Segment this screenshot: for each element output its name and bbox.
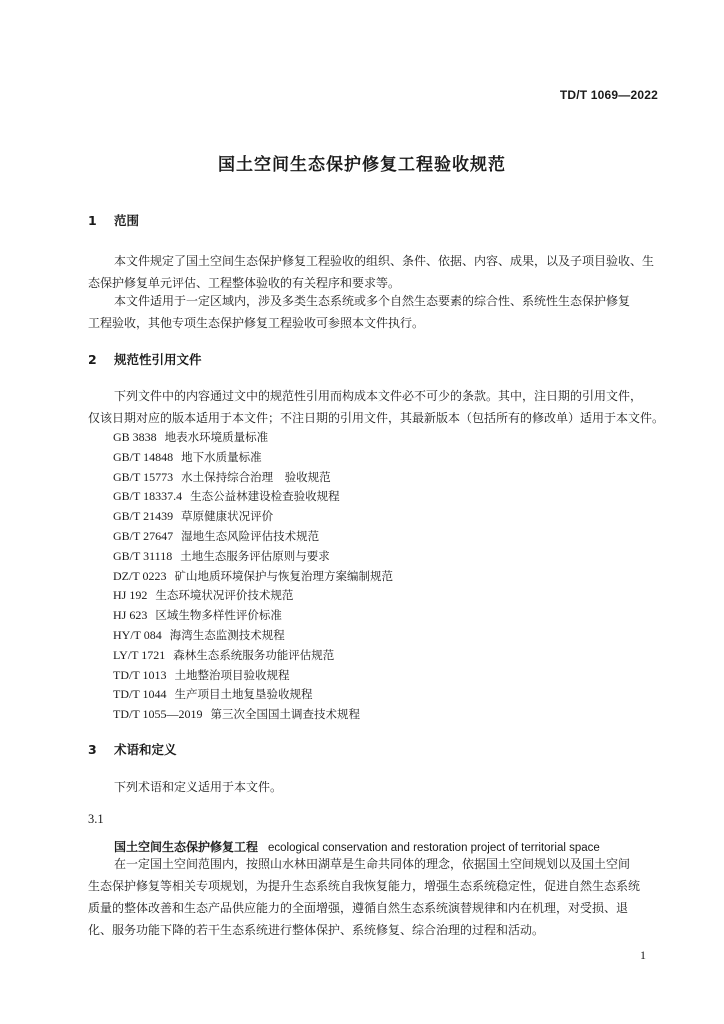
reference-item xyxy=(113,567,393,587)
normative-reference-list xyxy=(113,428,393,725)
text-line: 本文件适用于一定区域内，涉及多类生态系统或多个自然生态要素的综合性、系统性生态保护修复 xyxy=(114,294,631,308)
reference-title: 生态公益林建设检查验收规程 xyxy=(190,489,340,504)
reference-item xyxy=(113,547,393,567)
reference-code: GB/T 15773 xyxy=(113,469,174,484)
reference-code: HY/T 084 xyxy=(113,627,162,642)
reference-title: 矿山地质环境保护与恢复治理方案编制规范 xyxy=(174,568,393,583)
reference-title: 地下水质量标准 xyxy=(181,449,262,464)
text-line: 仅该日期对应的版本适用于本文件；不注日期的引用文件，其最新版本（包括所有的修改单）适用于本文件。 xyxy=(88,411,665,425)
text-line: 质量的整体改善和生态产品供应能力的全面增强，遵循自然生态系统演替规律和内在机理，对受损、退 xyxy=(88,901,629,915)
reference-code: HJ 192 xyxy=(113,588,148,603)
reference-code: DZ/T 0223 xyxy=(113,568,167,583)
reference-title: 湿地生态风险评估技术规范 xyxy=(181,528,320,543)
section-3-intro: 下列术语和定义适用于本文件。 xyxy=(114,780,283,794)
section-title: 范围 xyxy=(114,213,140,228)
reference-item xyxy=(113,468,393,488)
section-1-paragraph-2 xyxy=(88,290,630,334)
reference-item xyxy=(113,586,393,606)
reference-item xyxy=(113,487,393,507)
reference-title: 森林生态系统服务功能评估规范 xyxy=(173,647,335,662)
reference-title: 第三次全国国土调查技术规程 xyxy=(210,707,360,722)
reference-code: GB/T 27647 xyxy=(113,528,174,543)
text-line: 本文件规定了国土空间生态保护修复工程验收的组织、条件、依据、内容、成果，以及子项目验收、生 xyxy=(114,254,655,268)
text-line: 态保护修复单元评估、工程整体验收的有关程序和要求等。 xyxy=(88,276,401,290)
page-number: 1 xyxy=(640,948,646,962)
reference-item xyxy=(113,666,393,686)
text-line: 在一定国土空间范围内，按照山水林田湖草是生命共同体的理念，依据国土空间规划以及国土空间 xyxy=(114,857,631,871)
section-title: 术语和定义 xyxy=(114,742,177,757)
reference-code: GB 3838 xyxy=(113,430,157,444)
reference-item xyxy=(113,685,393,705)
reference-title: 土地生态服务评估原则与要求 xyxy=(180,548,330,563)
reference-code: GB/T 21439 xyxy=(113,509,174,524)
reference-code: LY/T 1721 xyxy=(113,647,166,662)
subsection-number: 3.1 xyxy=(88,812,104,826)
term-definition xyxy=(88,853,640,941)
section-1-heading xyxy=(88,211,139,229)
document-code: TD/T 1069—2022 xyxy=(559,88,658,102)
text-line: 下列文件中的内容通过文中的规范性引用而构成本文件必不可少的条款。其中，注日期的引用文件， xyxy=(114,389,643,403)
reference-item xyxy=(113,626,393,646)
term-chinese: 国土空间生态保护修复工程 xyxy=(114,840,259,854)
text-line: 生态保护修复等相关专项规划，为提升生态系统自我恢复能力，增强生态系统稳定性，促进自然生态系统 xyxy=(88,879,641,893)
reference-item xyxy=(113,646,393,666)
section-number: 1 xyxy=(88,213,97,228)
text-line: 化、服务功能下降的若干生态系统进行整体保护、系统修复、综合治理的过程和活动。 xyxy=(88,923,545,937)
reference-title: 生产项目土地复垦验收规程 xyxy=(174,687,313,702)
reference-code: TD/T 1013 xyxy=(113,667,167,682)
reference-code: GB/T 18337.4 xyxy=(113,489,183,504)
reference-item xyxy=(113,428,393,448)
section-2-heading xyxy=(88,350,202,368)
reference-code: GB/T 14848 xyxy=(113,449,174,464)
reference-item xyxy=(113,507,393,527)
section-number: 3 xyxy=(88,742,97,757)
reference-title: 土地整治项目验收规程 xyxy=(174,667,290,682)
reference-code: HJ 623 xyxy=(113,608,148,623)
reference-code: TD/T 1055—2019 xyxy=(113,707,203,722)
reference-title: 草原健康状况评价 xyxy=(181,509,274,524)
reference-title: 地表水环境质量标准 xyxy=(164,430,269,444)
reference-code: GB/T 31118 xyxy=(113,548,173,563)
reference-item xyxy=(113,606,393,626)
section-3-heading xyxy=(88,740,177,758)
term-english: ecological conservation and restoration project of territorial space xyxy=(268,842,600,854)
reference-item xyxy=(113,527,393,547)
reference-title: 海湾生态监测技术规程 xyxy=(169,627,285,642)
section-2-intro xyxy=(88,385,664,429)
reference-item xyxy=(113,448,393,468)
reference-title: 区域生物多样性评价标准 xyxy=(155,608,282,623)
text-line: 工程验收，其他专项生态保护修复工程验收可参照本文件执行。 xyxy=(88,316,425,330)
document-title: 国土空间生态保护修复工程验收规范 xyxy=(218,155,506,175)
reference-item xyxy=(113,705,393,725)
section-title: 规范性引用文件 xyxy=(114,352,202,367)
section-number: 2 xyxy=(88,352,97,367)
section-1-paragraph-1 xyxy=(88,250,654,294)
reference-title: 水土保持综合治理 验收规范 xyxy=(181,469,331,484)
reference-title: 生态环境状况评价技术规范 xyxy=(155,588,294,603)
reference-code: TD/T 1044 xyxy=(113,687,167,702)
